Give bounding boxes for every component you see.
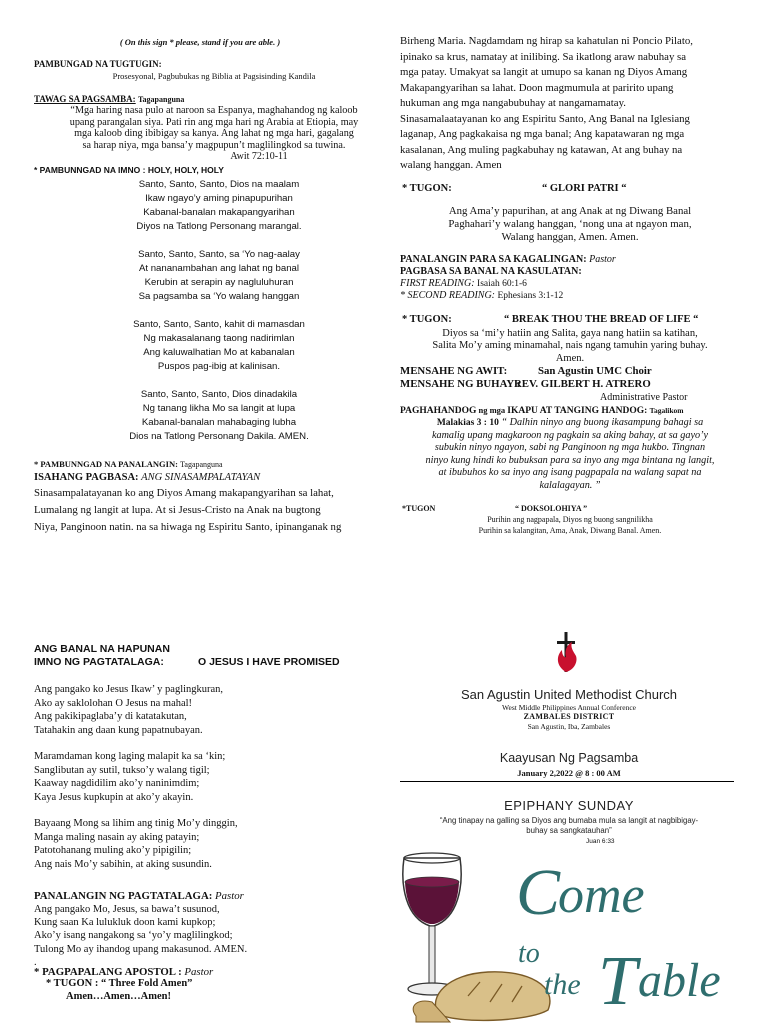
imno-pagtatalaga-title: O JESUS I HAVE PROMISED [198, 656, 340, 668]
hymn-line: Ikaw ngayo’y aming pinapupurihan [145, 193, 293, 204]
hymn-line: Ng makasalanang taong nadirimlan [143, 333, 295, 344]
hymn-line: Ang nais Mo’y sabihin, at aking susundin. [34, 858, 212, 870]
hymn-line: Ako ay saklolohan O Jesus na mahal! [34, 697, 193, 709]
hymn-line: Dios na Tatlong Personang Dakila. AMEN. [129, 431, 309, 442]
church-name: San Agustin United Methodist Church [460, 687, 678, 702]
tawag-heading: TAWAG SA PAGSAMBA: [34, 94, 136, 104]
doxology-title: “ DOKSOLOHIYA ” [515, 504, 588, 513]
imno-heading-row [34, 164, 394, 176]
hymn-line: Patotohanang muling ako’y pipigilin; [34, 845, 192, 856]
pagbasa-title: ANG SINASAMPALATAYAN [141, 472, 261, 483]
quote-ref: Juan 6:33 [586, 838, 615, 845]
hymn-line: At nananambahan ang lahat ng banal [138, 263, 300, 274]
malakias-line: at ibubuhos ko sa inyo ang isang pagpapala na walang sapat na [438, 467, 702, 478]
pagtatalaga-heading: PANALANGIN NG PAGTATALAGA: [34, 890, 213, 902]
tugon-amen-title: “ Three Fold Amen” [100, 978, 193, 990]
hymn-line: Santo, Santo, Santo, Dios dinadakila [140, 389, 298, 400]
panalangin-row [34, 458, 394, 471]
come-to-the-table-art [398, 846, 738, 1024]
tawag-ref: Awit 72:10-11 [230, 151, 288, 162]
mensahe-awit-row [400, 365, 740, 378]
kagalingan-leader: Pastor [589, 253, 616, 265]
mensahe-buhay-row [400, 378, 740, 391]
creed-line: Makapangyarihan sa lahat. Doon magmumula at paririto upang [400, 81, 674, 94]
tugon-label: * TUGON: [402, 313, 452, 325]
creed-line: walang hanggan. Amen [400, 159, 502, 171]
pagtatalaga-text [34, 903, 394, 969]
tawag-text [34, 105, 394, 151]
dot: . [34, 956, 37, 968]
quote-line: buhay sa sangkatauhan” [526, 826, 612, 835]
malakias-line-0 [400, 417, 740, 430]
imno-pagtatalaga-label: IMNO NG PAGTATALAGA: [34, 656, 164, 668]
creed-line: kasalanan, Ang muling pagkabuhay ng katawan, At ang buhay na [400, 143, 683, 156]
quote [400, 816, 738, 836]
tugon-bread-row [400, 314, 740, 328]
paghahandog-c: IKAPU AT TANGING HANDOG: [507, 406, 648, 416]
pagtatalaga-leader: Pastor [215, 890, 244, 902]
pagbasa-heading: ISAHANG PAGBASA: [34, 472, 139, 483]
creed-line: mga patay. Umakyat sa langit at umupo sa kanan ng Diyos Amang [400, 66, 688, 78]
bread-text [400, 328, 740, 366]
left-top-column [34, 58, 394, 536]
tugon-label: * TUGON: [402, 182, 452, 194]
left-bottom-column [34, 643, 394, 1003]
divider [400, 781, 734, 782]
second-reading-row [400, 290, 740, 302]
hymn-stanza [34, 817, 394, 871]
pambungad-heading: PAMBUNGAD NA TUGTUGIN: [34, 59, 162, 69]
hymn-line: Ang pangako ko Jesus Ikaw’ y paglingkuran, [34, 684, 224, 695]
gloria-line: Walang hanggan, Amen. Amen. [501, 230, 639, 243]
service-date: January 2,2022 @ 8 : 00 AM [517, 768, 621, 778]
malakias-line: ninyo kung hindi ko bubuksan para sa inyo ang mga bintana ng langit, [425, 454, 715, 466]
tugon-amen-label: * TUGON : [46, 978, 101, 990]
creed-line: laganap, Ang pagkakaisa ng mga banal; Ang kapatawaran ng mga [400, 128, 685, 140]
wine-glass-icon [403, 853, 461, 995]
pambungad-sub: Prosesyonal, Pagbubukas ng Biblia at Pagsisinding Kandila [112, 71, 316, 81]
hymn-stanza [34, 750, 394, 804]
mensahe-buhay-label: MENSAHE NG BUHAY : [400, 378, 521, 390]
creed-line: Birheng Maria. Nagdamdam ng hirap sa kahatulan ni Poncio Pilato, [400, 35, 693, 47]
hymn-line: Ng tanang likha Mo sa langit at lupa [142, 403, 296, 414]
imno-heading: * PAMBUNNGAD NA IMNO [34, 165, 141, 175]
tawag-line: “Mga haring nasa pulo at naroon sa Espanya, maghahandog ng kaloob [70, 105, 358, 116]
creed-line: Sinasampalatayanan ko ang Diyos Amang makapangyarihan sa lahat, [34, 487, 334, 499]
hymn-line: Tatahakin ang daan kung papatnubayan. [34, 724, 203, 736]
hymn-line: Santo, Santo, Santo, sa ‘Yo nag-aalay [138, 249, 300, 260]
malakias-text [400, 417, 740, 492]
svg-text:the: the [544, 968, 581, 1001]
hymn-stanza [44, 178, 394, 234]
tawag-line: sa harap niya, mga bansa’y magpupun’t maglilingkod sa tuwina. [82, 139, 346, 151]
right-top-column [400, 34, 740, 536]
apostol-heading: * PAGPAPALANG APOSTOL : [34, 966, 182, 979]
gloria-title: “ GLORI PATRI “ [542, 182, 627, 194]
prayer-line: Ako’y isang nangakong sa ‘yo’y maglilingkod; [34, 930, 233, 942]
malakias-line: subukin ninyo ngayon, sabi ng Panginoon ng mga hukbo. Tingnan [434, 442, 706, 453]
apostol-leader: Pastor [184, 966, 214, 979]
bread-line: Salita Mo’y aming minamahal, nais ngang tamuhin yaring buhay. [432, 340, 708, 351]
hymn-line: Santo, Santo, Santo, kahit di mamasdan [133, 319, 305, 330]
hymn-line: Ang pakikipaglaba’y di katatakutan, [34, 711, 187, 722]
tugon-label: *TUGON [402, 504, 436, 513]
hymn-line: Bayaang Mong sa lihim ang tinig Mo’y dinggin, [34, 818, 238, 829]
creed-line: Lumalang ng langit at lupa. At si Jesus-Cristo na Anak na bugtong [34, 504, 321, 516]
malakias-line: kamalig upang magkaroon ng pagkain sa aking bahay, at sa gayo’y [431, 429, 709, 441]
creed-start [34, 485, 394, 536]
svg-text:ome: ome [558, 867, 645, 924]
conference: West Middle Philippines Annual Conference [502, 703, 636, 712]
hymn-line: Maramdaman kong laging malapit ka sa ‘kin; [34, 751, 226, 762]
panalangin-leader: Tagapanguna [180, 460, 223, 469]
creed-line: Niya, Panginoon natin. na sa hiwaga ng Espiritu Santo, ipinanganak ng [34, 521, 342, 533]
creed-continued [400, 34, 740, 174]
mensahe-awit-value: San Agustin UMC Choir [538, 365, 652, 377]
doxology-line: Purihin sa kalangitan, Ama, Anak, Diwang Banal. Amen. [478, 526, 662, 535]
creed-line: hukuman ang mga nangabubuhay at nangamamatay. [400, 97, 626, 109]
hymn-stanza [44, 248, 394, 304]
creed-line: ipinako sa krus, namatay at inilibing. Sa ikatlong araw nabuhay sa [400, 50, 687, 63]
mensahe-buhay-value: REV. GILBERT H. ATRERO [514, 378, 651, 390]
tawag-leader: Tagapanguna [137, 95, 185, 104]
hymn-line: Sa pagsamba sa ‘Yo walang hanggan [138, 291, 300, 302]
hymn-line: Ang kaluwalhatian Mo at kabanalan [143, 347, 295, 358]
first-reading-ref: Isaiah 60:1-6 [477, 278, 527, 289]
hymn-line: Kabanal-banalan mahabaging lubha [141, 417, 297, 428]
bread-line: Diyos sa ‘mi’y hatiin ang Salita, gaya nang hatiin sa katihan, [442, 327, 698, 339]
kasulatan-heading: PAGBASA SA BANAL NA KASULATAN: [400, 265, 582, 277]
second-reading-ref: Ephesians 3:1-12 [497, 290, 564, 301]
pagtatalaga-row [34, 890, 394, 903]
gloria-text [400, 205, 740, 244]
quote-line: “Ang tinapay na galling sa Diyos ang bumaba mula sa langit at nagbibigay- [439, 816, 699, 825]
paghahandog-row [400, 404, 740, 417]
tugon-gloria-row [400, 183, 740, 197]
cross-and-flame-icon [554, 630, 582, 674]
hymn-stanza [44, 388, 394, 444]
hymn-line: Puspos pag-ibig at kalinisan. [157, 361, 281, 372]
prayer-line: Kung saan Ka lulukluk doon kami kupkop; [34, 917, 216, 929]
prayer-line: Tulong Mo ay ihandog upang makasunod. AMEN. [34, 943, 248, 955]
occasion: EPIPHANY SUNDAY [504, 798, 634, 813]
tawag-heading-row [34, 94, 394, 105]
first-reading-label: FIRST READING: [400, 277, 475, 289]
district: ZAMBALES DISTRICT [523, 712, 615, 721]
gloria-line: Paghahari’y walang hanggan, ‘nong una at ngayon man, [448, 217, 692, 230]
malakias-line: “ Dalhin ninyo ang buong ikasampung bahagi sa [501, 417, 704, 428]
art-svg [398, 846, 738, 1024]
panalangin-heading: * PAMBUNNGAD NA PANALANGIN: [34, 459, 178, 469]
paghahandog-leader: Tagalikom [649, 406, 684, 415]
hymn-stanza [44, 318, 394, 374]
cover-panel [400, 620, 738, 1024]
hymn-line: Kaya Jesus kupkupin at ako’y akayin. [34, 791, 194, 803]
paghahandog-b: ng mga [476, 405, 508, 415]
top-note [0, 37, 400, 47]
hymn-line: Santo, Santo, Santo, Dios na maalam [138, 179, 300, 190]
apostol-row [34, 966, 394, 978]
malakias-ref: Malakias 3 : 10 [436, 418, 499, 428]
tugon-doxology-row [400, 503, 740, 514]
gloria-line: Ang Ama’y papurihan, at ang Anak at ng Diwang Banal [448, 204, 692, 217]
hymn-line: Kabanal-banalan makapangyarihan [143, 207, 295, 218]
second-reading-label: * SECOND READING: [400, 289, 495, 301]
hapunan-heading: ANG BANAL NA HAPUNAN [34, 643, 170, 655]
hymn-holy [34, 178, 394, 444]
hymn-line: Kaaway nagdidilim ako’y naninimdim; [34, 778, 200, 789]
svg-text:T: T [598, 943, 637, 1020]
pagbasa-row [34, 471, 394, 484]
address: San Agustin, Iba, Zambales [527, 722, 611, 731]
kagalingan-row [400, 254, 740, 266]
top-note-text: ( On this sign * please, stand if you are able. ) [119, 37, 281, 47]
hymn-stanza [34, 683, 394, 737]
hymn-line: Kerubin at serapin ay nagluluhuran [144, 277, 294, 288]
hymn-line: Manga maling nasain ay aking patayin; [34, 831, 200, 843]
kagalingan-heading: PANALANGIN PARA SA KAGALINGAN: [400, 253, 587, 265]
mensahe-awit-label: MENSAHE NG AWIT: [400, 365, 508, 377]
program-title: Kaayusan Ng Pagsamba [499, 751, 639, 765]
promise-hymn [34, 683, 394, 871]
tawag-line: upang parangalan siya. Pati rin ang mga hari ng Arabia at Etiopia, may [69, 116, 359, 128]
svg-text:C: C [516, 856, 561, 929]
creed-line: Sinasamalaatayanan ko ang Espiritu Santo, Ang Banal na Iglesiang [400, 112, 690, 125]
hymn-line: Sanglibutan ay sutil, tukso’y walang tigil; [34, 764, 210, 776]
pastor-title: Administrative Pastor [600, 392, 688, 403]
imno-pagtatalaga-row [34, 656, 394, 669]
first-reading-row [400, 278, 740, 290]
hymn-line: Diyos na Tatlong Personang marangal. [136, 221, 302, 232]
paghahandog-a: PAGHAHANDOG [400, 406, 477, 416]
malakias-line: kalalagayan. ” [539, 479, 601, 491]
prayer-line: Ang pangako Mo, Jesus, sa bawa’t susunod, [34, 904, 220, 915]
doxology-text [400, 514, 740, 536]
tawag-line: mga kaloob ding ibibigay sa kanya. Ang lahat ng mga hari, gagalang [74, 128, 354, 139]
doxology-line: Purihin ang nagpapala, Diyos ng buong sangnilikha [487, 515, 653, 524]
bread-title: “ BREAK THOU THE BREAD OF LIFE “ [504, 313, 699, 325]
svg-text:able: able [638, 954, 721, 1007]
bread-line: Amen. [555, 352, 585, 364]
svg-text:to: to [518, 938, 540, 969]
tugon-amen-row [34, 978, 394, 991]
imno-title: : HOLY, HOLY, HOLY [142, 165, 224, 175]
amen-line: Amen…Amen…Amen! [66, 990, 171, 1002]
art-lettering [516, 856, 721, 1020]
